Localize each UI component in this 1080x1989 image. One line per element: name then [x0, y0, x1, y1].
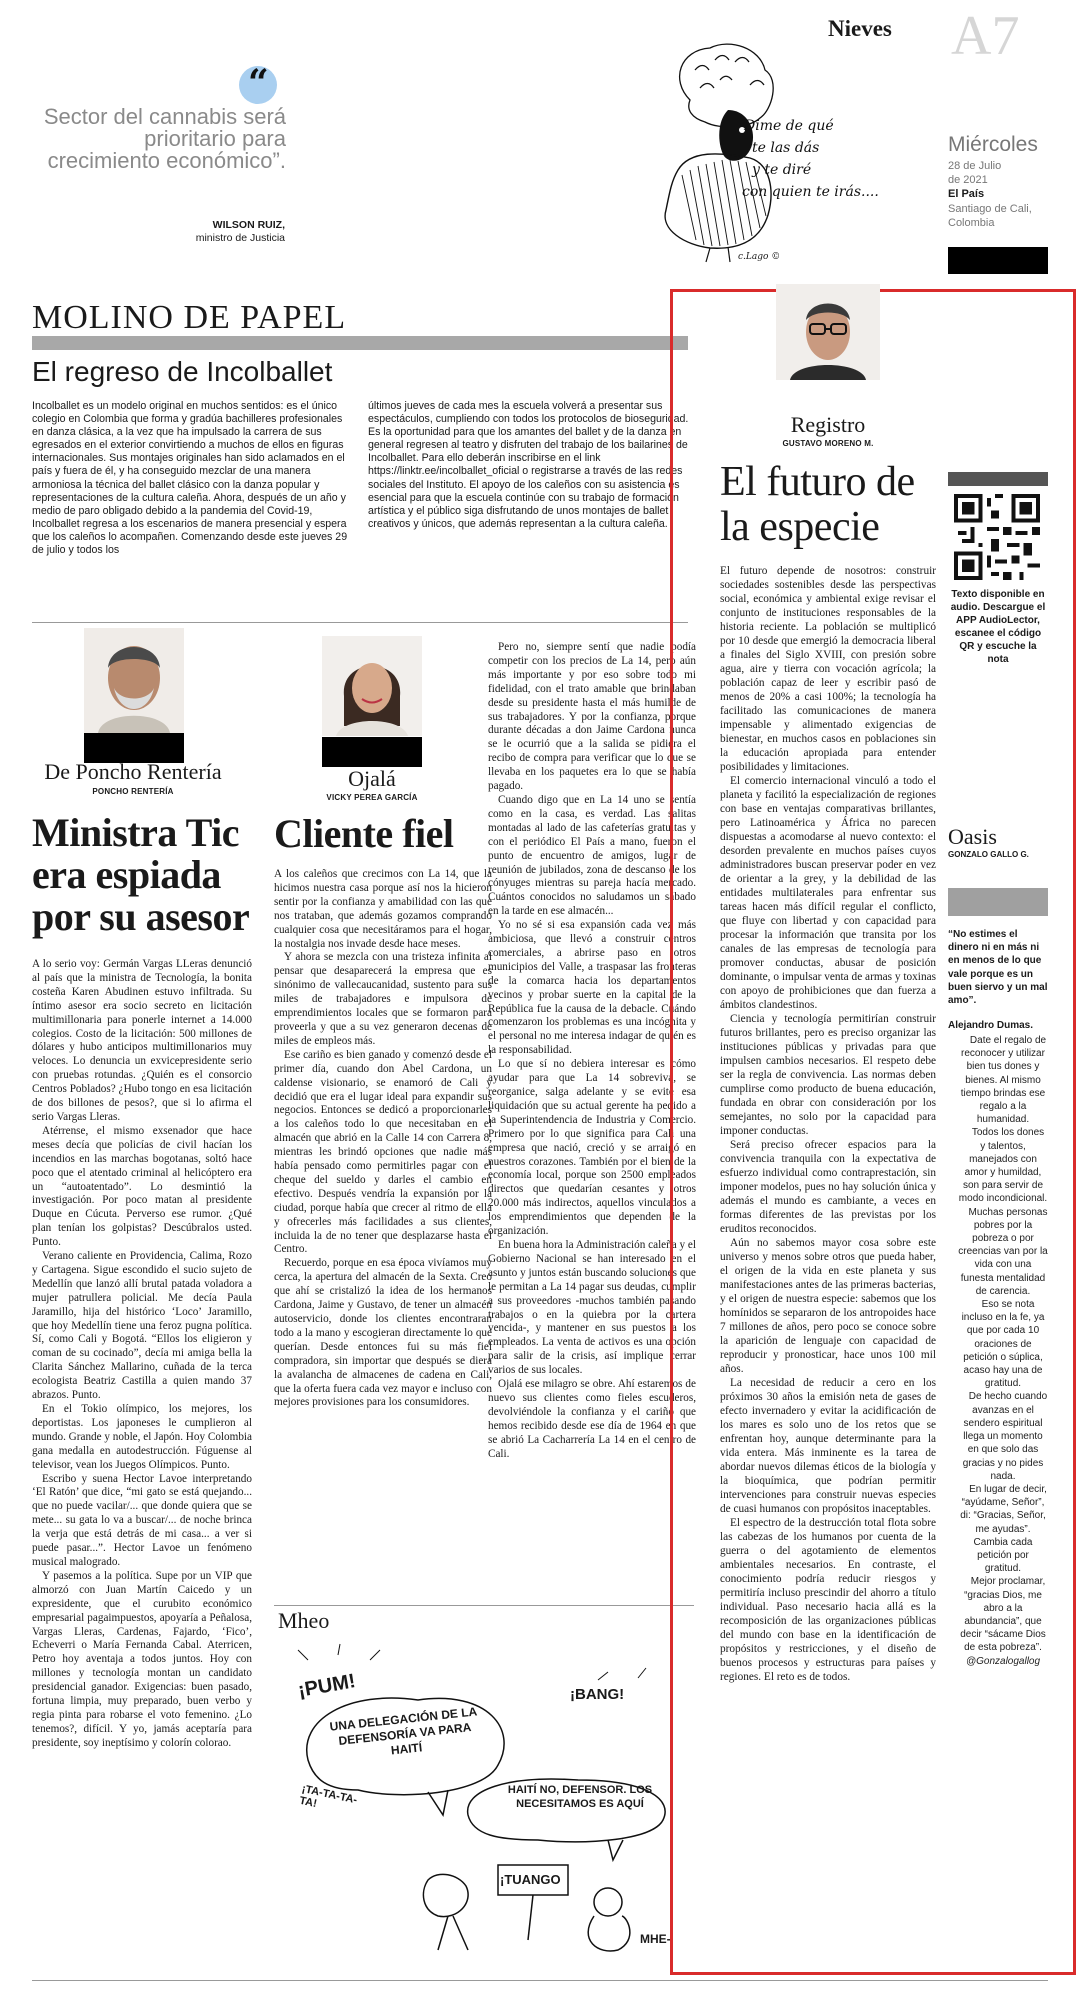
paragraph: A los caleños que crecimos con La 14, que la hicimos nuestra casa porque así nos la hicieron sentir por la confianza y amabilidad con las que nos trataban, que además gozamos comprando cualquier cosa que necesitáramos para el hogar, la nostalgia nos invade desde hace meses. — [274, 868, 492, 950]
column-author-registro: GUSTAVO MORENO M. — [782, 439, 874, 448]
paragraph: En el Tokio olímpico, los mejores, los deportistas. Los japoneses le cumplieron al mundo. Grande y noble, el Japón. Hoy Colombia gana medalla en autodestrucción. Fúguense al televisor, vean los Juegos Olímpicos. Punto. — [32, 1403, 252, 1471]
cartoon-line-1: Dime de qué — [744, 118, 834, 134]
body-ojala-col1 — [274, 868, 492, 1410]
paragraph: Mejor proclamar, “gracias Dios, me abro a la abundancia”, que decir “sácame Dios de esta pobreza”. — [960, 1576, 1046, 1654]
author-photo-vicky — [322, 636, 422, 736]
paragraph: La necesidad de reducir a cero en los próximos 30 años la emisión neta de gases de efecto invernadero y evitar la acidificación de los mares es solo uno de los retos que se enfrentan hoy, aunque determinante para la vida entera. Más inminente es la tarea de abordar nuevos dilemas éticos de la biología y la bioquímica, que podrían permitir intervenciones para construir nuevas especies de cuasi humanos con propósitos inaceptables. — [720, 1377, 936, 1515]
paragraph: Muchas personas pobres por la pobreza o por creencias van por la vida con una funesta mentalidad de carencia. — [958, 1206, 1048, 1297]
paragraph: El futuro depende de nosotros: construir sociedades sostenibles desde las perspectivas social, económica y ambiental exige revisar el conjunto de instituciones responsables de la historia reciente. La población se multiplicó por 10 desde que emergió la democracia liberal a finales del Siglo XVIII, con presión sobre agua, aire y tierra con vocación agrícola; la población capaz de leer y escribir pasó de menos de 20% a casi 100%; la tecnología ha facilitado las comunicaciones de manera impensable y alimentado exigencias de bienestar, en muchos casos en poblaciones sin la educación apropiada para entender posibilidades y limitaciones. — [720, 565, 936, 773]
editorial-col-1: Incolballet es un modelo original en muchos sentidos: es el único colegio en Colombia que forma y gradúa bachilleres profesionales en danza clásica, a la vez que ha impulsado la carrera de sus egresados en el exterior convirtiendo a muchos de ellos en figuras internacionales. Sus montajes originales han sido aclamados en el país y fuera de él, y ha conseguido mezclar de una manera armoniosa la técnica del ballet clásico con la danza popular y representaciones de la cultura caleña. Ahora, después de un año y medio de paro obligado debido a la pandemia del Covid-19, Incolballet regresa a los escenarios de manera presencial y espera que los caleños lo acompañen. Comenzando desde este jueves 29 de julio y todos los — [32, 400, 348, 557]
author-photo-poncho — [84, 628, 184, 733]
paragraph: El comercio internacional vinculó a todo el planeta y facilitó la especialización de regiones con base en ventajas comparativas brillantes, pero Latinoamérica y África no parecen dispuestas a acomodarse al nuevo contexto: el desorden prevalente en muchos países cuyos administradores buscan preservar poder en vez de orientar a la grey, y la debilidad de las entidades multilaterales para enfrentar sus tareas hacen más difícil regular el conflicto, que fluye con libertad y con capacidad para procesar la información que transita por los canales de las empresas de tecnología para promover conductas, abusar de posición dominante, o impulsar venta de armas y toxinas con apoyo de prohibiciones que dan fuerza a ámbitos clandestinos. — [720, 775, 936, 1011]
featured-quote: Sector del cannabis será prioritario para crecimiento económico”. — [43, 104, 286, 173]
paragraph: Ojalá ese milagro se obre. Ahí estaremos de nuevo sus clientes como fieles escuderos, devolviéndole la confianza y el cariño que hemos recibido desde ese día de 1964 en que se abrió La Cacharrería La 14 en el centro de Cali. — [488, 1378, 696, 1460]
paragraph: Pero no, siempre sentí que nadie podía competir con los precios de La 14, pero aún más importante y por eso sobre todo mi fidelidad, con el trato amable que brindaban desde su presidente hasta el más humilde de sus trabajadores. Y por la confianza, porque durante décadas a don Jaime Cardona nunca se le ocurrió que a la salida se pidiera el recibo de compra para verificar que lo que se llevaba en los paquetes era lo que se había pagado. — [488, 641, 696, 793]
section-rule — [32, 336, 688, 350]
city-line-1: Santiago de Cali, — [948, 203, 1032, 215]
section-title: MOLINO DE PAPEL — [32, 299, 347, 336]
weekday: Miércoles — [948, 133, 1038, 156]
paragraph: En lugar de decir, “ayúdame, Señor”, di: “Gracias, Señor, me ayudas”. Cambia cada petición por gratitud. — [960, 1483, 1047, 1575]
date-line-1: 28 de Julio — [948, 160, 1002, 172]
column-name-registro: Registro — [790, 412, 866, 437]
sfx-tatatata: ¡TA-TA-TA-TA! — [298, 1782, 359, 1811]
paragraph: Eso se nota incluso en la fe, ya que por cada 10 oraciones de petición o súplica, acaso hay una de gratitud. — [961, 1299, 1045, 1390]
date-line-2: de 2021 — [948, 174, 988, 186]
cartoon-signature: MHE- — [640, 1932, 671, 1946]
quote-mark-icon: “ — [248, 62, 269, 104]
cartoon-signature: c.Lago © — [738, 252, 781, 262]
cartoon-sign: ¡TUANGO — [500, 1872, 561, 1887]
paragraph: Ciencia y tecnología permitirían construir futuros brillantes, pero es preciso organizar las instituciones públicas y privadas para que impulsen cambios necesarios. El respeto debe ser la regla de convivencia. Las normas deben cumplirse como producto de buena educación, fundada en obrar con consideración por los semejantes, no solo por la capacidad para imponer conductas. — [720, 1013, 936, 1137]
paragraph: Ese cariño es bien ganado y comenzó desde el primer día, cuando don Abel Cardona, un caldense visionario, se enamoró de Cali y decidió que era el lugar ideal para expandir sus negocios. Entonces se dedicó a proporcionarles a los caleños todo lo que necesitaban en el almacén que abrió en la Calle 14 con Carrera 8, mientras les brindó opciones que nadie más había pensado como permitirles pagar con el cheque del sueldo y darles el cambio en efectivo. Después vendría la expansión por la ciudad, porque había que crecer al ritmo de ella y ofrecerles más facilidades a sus clientes, incluida la de no tener que desplazarse hasta el Centro. — [274, 1048, 492, 1256]
body-poncho — [32, 958, 252, 1751]
paragraph: A lo serio voy: Germán Vargas LLeras denunció al país que la ministra de Tecnología, la bonita costeña Karen Abudinen estuvo infiltrada. Su íntimo asesor era socio secreto en licitación multimillonaria para ponerle internet a 14.000 colegios. Costo de la licitación: 500 millones de dólares y hubo anticipos multimillonarios muy veloces. Lo denuncia un exvicepresidente serio con pruebas rotundas. ¿Quién es el consorcio Centros Poblados? ¿Hubo tongo en esa licitación de dos billones de pesos?, que si lo afirma el serio Vargas Lleras. — [32, 958, 252, 1123]
city-line-2: Colombia — [948, 217, 995, 229]
editorial-title: El regreso de Incolballet — [32, 356, 333, 387]
oasis-title: Oasis — [948, 824, 997, 849]
qr-caption: Texto disponible en audio. Descargue el APP AudioLector, escanee el código QR y escuche la nota — [950, 589, 1046, 665]
cartoon-speech — [742, 115, 879, 203]
oasis-body — [958, 1034, 1048, 1668]
paragraph: Cuando digo que en La 14 uno se sentía como en la casa, es verdad. Las salitas montadas al lado de las cafeterías gratuitas y con el periódico El País a mano, fueron el punto de encuentro de amigos, lugar de reunión de jubilados, zona de descanso de los cónyuges mientras su pareja hacía mercado. Cuántos conocidos no saludamos un sábado en la tarde en ese almacén... — [488, 793, 696, 918]
divider-line — [274, 1605, 694, 1606]
paragraph: Yo no sé si esa expansión cada vez más ambiciosa, que llevó a construir centros comerciales, a abrirse paso en otros municipios del Valle, a traspasar las fronteras de la comarca hacia los departamentos vecinos y probar suerte en la capital de la República fue la causa de la debacle. Cuándo comenzaron los problemas es una incógnita y el personal no me interesa indagar de quién es la responsabilidad. — [488, 919, 696, 1057]
paragraph: De hecho cuando avanzas en el sendero espiritual llega un momento en que solo das gracias y no pides nada. — [962, 1391, 1048, 1482]
oasis-photo-placeholder — [948, 888, 1048, 916]
paragraph: El espectro de la destrucción total flota sobre las cabezas de los humanos por cuenta de la guerra o del agotamiento de elementos ambientales necesarios. En contraste, el conocimiento podría reducir riesgos y permitiría incluso prescindir del ahorro a título individual. Paso necesario hacia allá es la recomposición de las organizaciones públicas del mundo con base en la identificación de propósitos y restricciones, y el diseño de buenos procesos y estructuras para países y regiones. El reto es de todos. — [720, 1517, 936, 1683]
sfx-pum: ¡PUM! — [296, 1670, 358, 1702]
paragraph: Recuerdo, porque en esa época vivíamos muy cerca, la apertura del almacén de la Sexta. Creo que ahí se cristalizó la idea de los hermanos Cardona, Jaime y Gustavo, de tener un almacén autoservicio, donde los clientes encontraran todo a la mano y escogieran directamente lo que querían. Desde entonces fui su más fiel compradora, sin importar que después se diera la avalancha de almacenes de cadena en Cali, que la oferta fuera cada vez mayor e incluso con mejores provisiones para los consumidores. — [274, 1257, 492, 1409]
redaction-bar — [948, 247, 1048, 274]
paragraph: Atérrense, el mismo exsenador que hace meses decía que policías de civil hacían los incendios en las marchas bogotanas, soltó hace poco que el atentado criminal al helicóptero era un “autoatentado”. Lo desmintió la investigación. Por poco matan al presidente Duque en Cúcuta. Perverso ese rumor. ¿Qué plan tenían los golpistas? Descúbralos usted. Punto. — [32, 1124, 252, 1249]
cartoon-bubble-2: HAITÍ NO, DEFENSOR. LOS NECESITAMOS ES AQUÍ — [507, 1784, 653, 1810]
divider-line — [32, 622, 688, 623]
paragraph: Aún no sabemos mayor cosa sobre este universo y menos sobre otros que pueda haber, el origen de la vida en este planeta y sus manifestaciones antes de las primeras bacterias, y el origen de nuestra especie: sabemos que los homínidos se separaron de los antropoides hace 7 millones de años, pero poco se conoce sobre la aparición de lenguaje con capacidad de reproducir y pronosticar, hace unos 100 mil años. — [720, 1237, 936, 1375]
quote-role: ministro de Justicia — [195, 232, 285, 244]
cartoon-mheo-title: Mheo — [278, 1608, 330, 1633]
paragraph: Y pasemos a la política. Supe por un VIP que almorzó con Juan Martín Caicedo y un expresidente, que el curubito económico empresarial pagaimpuestos, apoyaría a Peñalosa, Vargas Lleras, Cardenas, Fajardo, ‘Fico’, Echeverri o María Fernanda Cabal. Aterricen, Petro hoy aventaja a todos juntos. Hoy con millones y tecnología montan un candidato presidencial ganador. Exigencias: buen pasado, fortuna limpia, muy preparado, buen verbo y regia pinta para robarse el voto femenino. ¿Lo tenemos?, difícil. Y yo, jamás aceptaría para presidente, soy ineptísimo y colorín colorao. — [32, 1569, 252, 1749]
paragraph: Date el regalo de reconocer y utilizar bien tus dones y bienes. Al mismo tiempo brindas ese regalo a la humanidad. — [960, 1035, 1047, 1126]
cartoon-bubble-1: UNA DELEGACIÓN DE LA DEFENSORÍA VA PARA HAITÍ — [328, 1704, 478, 1758]
body-ojala-col2 — [488, 641, 696, 1461]
sidebar-rule — [948, 472, 1048, 486]
headline-ojala: Cliente fiel — [274, 811, 454, 856]
redaction-bar — [322, 737, 422, 767]
sfx-bang: ¡BANG! — [570, 1686, 625, 1703]
column-name-poncho: De Poncho Rentería — [44, 759, 222, 784]
paragraph: Y ahora se mezcla con una tristeza infinita al pensar que desaparecerá la empresa que es sinónimo de vallecaucanidad, sustento para sus miles de trabajadores e impulsora de emprendimientos locales que se formaron para proveerla y que a su vez generaron decenas de miles de empleos más. — [274, 951, 492, 1047]
editorial-col-2: últimos jueves de cada mes la escuela volverá a presentar sus espectáculos, cumpliendo con todos los protocolos de bioseguridad. Es la oportunidad para que los amantes del ballet y de la danza en general regresen al teatro y disfruten del trabajo de los bailarines de Incolballet. Para ello deberán inscribirse en el link https://linktr.ee/incolballet_oficial o registrarse a través de las redes sociales del Instituto. El apoyo de los caleños con su asistencia es esencial para que la escuela continúe con su trabajo de formación artística y el público siga disfrutando de unos montajes de ballet creativos y únicos, que además representan a la cultura caleña. — [368, 400, 689, 530]
paper-name: El País — [948, 188, 985, 200]
paragraph: En buena hora la Administración caleña y el Gobierno Nacional se han interesado en el asunto y juntos están buscando soluciones que le permitan a La 14 pagar sus deudas, cumplir a sus proveedores -muchos también pasando trabajos o en la quiebra por la cartera vencida-, y mantener en sus puestos a los empleados. La venta de activos es una opción para salir de la crisis, así implique cerrar varios de sus locales. — [488, 1238, 696, 1377]
cartoon-title: Nieves — [828, 16, 892, 41]
column-name-ojala: Ojalá — [348, 766, 396, 791]
oasis-author: GONZALO GALLO G. — [948, 850, 1029, 859]
oasis-quote-author: Alejandro Dumas. — [948, 1020, 1034, 1031]
column-author-poncho: PONCHO RENTERÍA — [92, 787, 174, 796]
paragraph: Todos los dones y talentos, manejados con amor y humildad, son para servir de modo incondicional. — [958, 1127, 1048, 1205]
bottom-rule — [32, 1980, 1048, 1981]
column-author-ojala: VICKY PEREA GARCÍA — [326, 793, 418, 802]
cartoon-line-2: te las dás — [752, 140, 820, 156]
body-registro — [720, 564, 936, 1684]
cartoon-line-3: y te diré — [752, 162, 812, 178]
paragraph: Lo que sí no debiera interesar es cómo ayudar para que La 14 sobreviva, se reorganice, salga adelante y se evite esa liquidación que su actual gerente ha pedido a la Superintendencia de Industria y Comercio. Primero por lo que significa para Cali una empresa que nació, creció y se arraigó en nuestros corazones. También por el bien de la economía local, porque son 2500 empleados directos que quedarían cesantes y otros 20.000 más indirectos, aquellos vinculados a los emprendimientos que dependen de la organización. — [488, 1058, 696, 1238]
qr-code — [954, 494, 1040, 580]
oasis-quote: “No estimes el dinero ni en más ni en menos de lo que vale porque es un buen siervo y un mal amo”. — [948, 929, 1048, 1007]
quote-author: WILSON RUIZ, — [212, 219, 285, 231]
paragraph: Verano caliente en Providencia, Calima, Rozo y Cartagena. Sigue escondido el sucio sujeto de Medellín que lanzó allí brutal patada voladora a mujer patrullera policial. Me decía Paula Jaramillo, hija del histórico ‘Loco’ Jaramillo, que hoy Medellín tiene una feroz pugna política. Sí, como Cali y Bogotá. “Ellos los eligieron y coman de su cocinado”, decía mi amiga bella la Clarita Sánchez Mallarino, cuñada de la terca ecologista Beatriz Castilla a quien mando 37 abrazos. Punto. — [32, 1250, 252, 1402]
headline-poncho: Ministra Tic era espiada por su asesor — [32, 810, 250, 939]
paragraph: Escribo y suena Hector Lavoe interpretando ‘El Ratón’ que dice, “mi gato se está quejando... que no puede vacilar/... que donde quiera que se mete... su gata lo va a buscar/... de noche brinca la verja que está detrás de mi casa... a ver si puede pasar...”. Hector Lavoe un fenómeno musical malogrado. — [32, 1472, 252, 1568]
paragraph: Será preciso ofrecer espacios para la convivencia tranquila con la expectativa de esfuerzo individual como contraprestación, sin imponer modelos, pues no hay solución única y además el mundo es cambiante, a veces en formas diferentes de las previstas por los eruditos reconocidos. — [720, 1139, 936, 1235]
author-photo-gustavo — [776, 284, 880, 380]
headline-registro: El futuro de la especie — [720, 459, 915, 550]
page-number: A7 — [951, 5, 1020, 67]
oasis-handle: @Gonzalogallog — [965, 1655, 1041, 1667]
cartoon-line-4: con quien te irás.... — [742, 184, 879, 200]
